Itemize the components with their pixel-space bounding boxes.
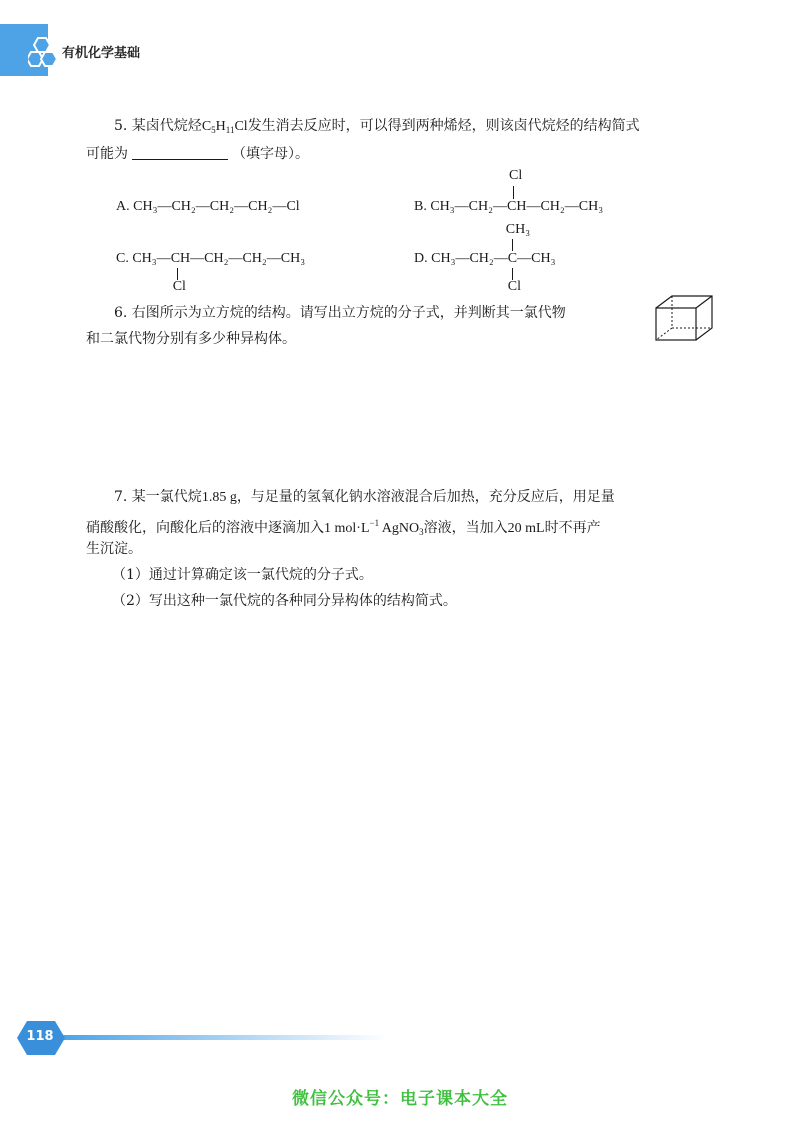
option-b-cl-substituent: Cl	[509, 168, 523, 183]
bond-line	[513, 186, 514, 199]
option-a-formula: CH₃—CH₂—CH₂—CH₂—Cl	[133, 199, 300, 214]
q6-line-2: 和二氯代物分别有多少种异构体。	[86, 331, 296, 347]
page-number: 118	[26, 1029, 54, 1044]
q6-line-1: 6. 右图所示为立方烷的结构。请写出立方烷的分子式，并判断其一氯代物	[114, 305, 566, 321]
q7-mass: 1.85 g	[201, 490, 237, 505]
q5-formula: $C_5H_{11}Cl$	[201, 119, 248, 135]
q7-volume: 20 mL	[507, 521, 545, 536]
option-a: A. CH₃—CH₂—CH₂—CH₂—Cl	[116, 199, 300, 214]
q7-sub-question-2: （2）写出这种一氯代烷的各种同分异构体的结构简式。	[112, 593, 457, 609]
q5-text-cont: 发生消去反应时，可以得到两种烯烃，则该卤代烷烃的结构简式	[247, 118, 640, 134]
q7-line-2: 硝酸酸化，向酸化后的溶液中逐滴加入1 $mol\cdot L^{-1}$ AgNO$_3$溶液，当加入20 mL时不再产	[86, 518, 601, 537]
option-d-cl-substituent: Cl	[507, 279, 522, 294]
book-title: 有机化学基础	[62, 46, 141, 61]
option-c: C. CH₃—CH Cl —CH₂—CH₂—CH₃	[116, 251, 306, 294]
option-d-ch3-substituent: CH₃	[505, 222, 531, 237]
option-c-center-carbon: CH Cl	[170, 251, 191, 294]
option-c-cl-substituent: Cl	[172, 279, 186, 294]
answer-blank[interactable]	[132, 145, 228, 160]
q5-line-1	[86, 113, 726, 143]
page-number-bar	[58, 1035, 388, 1040]
q5-text: 5. 某卤代烷烃	[114, 118, 202, 134]
option-b-center-carbon: CH Cl	[507, 168, 527, 214]
q5-line-2: 可能为 （填字母）。	[86, 146, 309, 162]
bond-line	[512, 239, 513, 251]
cubane-cube-icon	[650, 292, 718, 344]
option-d-center-carbon: C CH₃ Cl	[505, 222, 531, 294]
option-b: B. CH₃—CH₂—CH Cl —CH₂—CH₃	[414, 168, 604, 214]
q7-sub-question-1: （1）通过计算确定该一氯代烷的分子式。	[112, 567, 373, 583]
q7-line-1: 7. 某一氯代烷1.85 g，与足量的氢氧化钠水溶液混合后加热，充分反应后，用足量	[114, 489, 615, 505]
q7-concentration: 1 $mol\cdot L^{-1}$ AgNO$_3$	[324, 518, 424, 537]
watermark: 微信公众号：电子课本大全	[292, 1089, 508, 1109]
q7-line-3: 生沉淀。	[86, 541, 142, 557]
option-d: D. CH₃—CH₂—C CH₃ Cl —CH₃	[414, 222, 556, 294]
